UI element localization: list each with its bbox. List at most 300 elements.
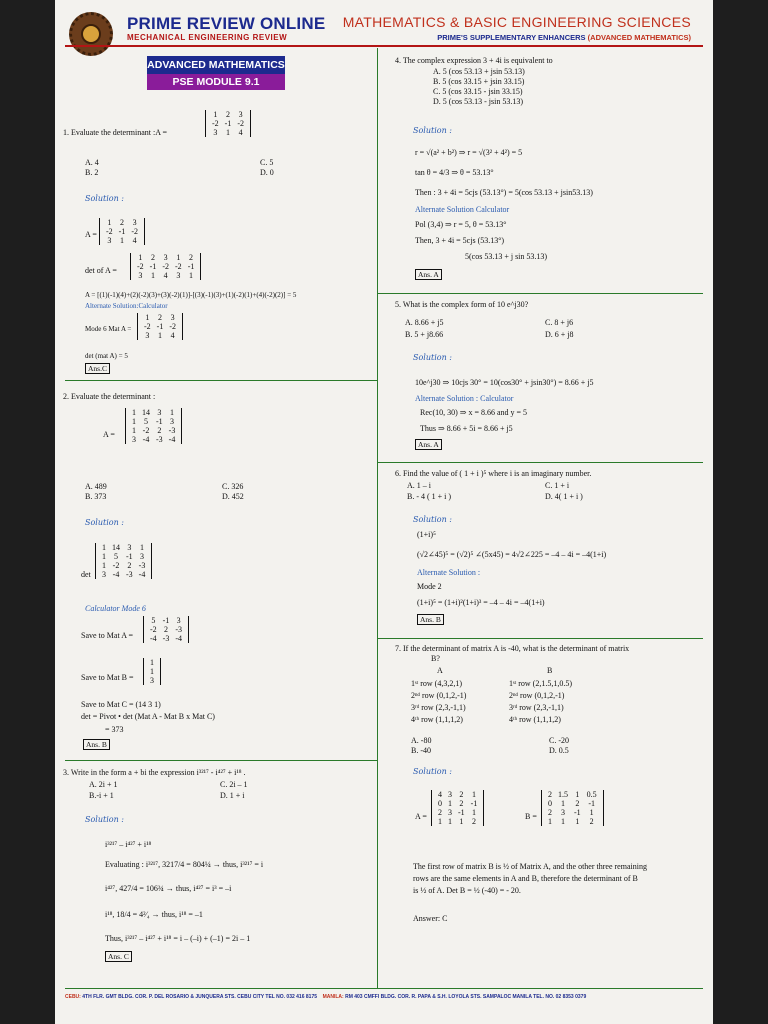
q7-explanation-3: is ½ of A. Det B = ½ (-40) = - 20. bbox=[413, 886, 521, 895]
q2-solution-matrix-table bbox=[99, 543, 148, 579]
q7-mat-a-cell: 1 bbox=[472, 790, 476, 799]
q7-mat-b-row bbox=[545, 808, 600, 817]
q2-mat-a-cell: -4 bbox=[175, 634, 183, 643]
q3-option-b: B.-i + 1 bbox=[89, 791, 114, 800]
q1-matrix-cell: 2 bbox=[226, 110, 230, 119]
q7-mat-a-cell: 1 bbox=[448, 799, 452, 808]
q7-row-a: 1ˢᵗ row (4,3,2,1) bbox=[411, 679, 462, 688]
q5-line2: Rec(10, 30) ⇒ x = 8.66 and y = 5 bbox=[420, 408, 528, 417]
q1-det-matrix-cell: 1 bbox=[176, 253, 181, 262]
q2-a-label: A = bbox=[103, 430, 115, 439]
q1-det-result: det (mat A) = 5 bbox=[85, 352, 128, 360]
q2-save-b: Save to Mat B = bbox=[81, 673, 134, 682]
q1-det-matrix-cell: 1 bbox=[189, 271, 194, 280]
q7-solution-label: Solution : bbox=[413, 767, 452, 776]
q1-calc-matrix bbox=[137, 313, 183, 340]
q7-mat-b-cell: 1 bbox=[548, 817, 552, 826]
q2-solution-matrix-cell: -1 bbox=[126, 552, 133, 561]
q7-mat-a-cell: 1 bbox=[472, 808, 476, 817]
q7-mat-b-cell: -1 bbox=[574, 808, 581, 817]
q1-solution-matrix-row bbox=[103, 227, 141, 236]
q6-alt-label: Alternate Solution : bbox=[417, 568, 481, 577]
q6-answer bbox=[417, 615, 444, 625]
q2-option-a: A. 489 bbox=[85, 482, 107, 491]
q2-solution-matrix-cell: -3 bbox=[126, 570, 133, 579]
subject-subtitle: PRIME'S SUPPLEMENTARY ENHANCERS (ADVANCED MATHEMATICS) bbox=[437, 33, 691, 42]
footer-manila-label: MANILA: bbox=[322, 994, 344, 1000]
q1-calc-matrix-cell: 4 bbox=[170, 331, 175, 340]
q2-mat-b-cell: 1 bbox=[150, 658, 154, 667]
brand-title: PRIME REVIEW ONLINE bbox=[127, 14, 326, 33]
q5-option-d: D. 6 + j8 bbox=[545, 330, 574, 339]
q1-calc-matrix-cell: 2 bbox=[158, 313, 162, 322]
q7-mat-a-cell: 2 bbox=[459, 799, 464, 808]
q1-solution-matrix-cell: 1 bbox=[107, 218, 112, 227]
q6-stem: 6. Find the value of ( 1 + i )⁵ where i is an imaginary number. bbox=[395, 469, 592, 478]
q1-matrix-row bbox=[209, 110, 247, 119]
q2-option-b: B. 373 bbox=[85, 492, 107, 501]
q7-mat-b-row bbox=[545, 817, 600, 826]
q2-matrix-cell: -4 bbox=[168, 435, 176, 444]
q7-mat-a-cell: 1 bbox=[438, 817, 442, 826]
q1-solution-matrix bbox=[99, 218, 145, 245]
q2-save-a: Save to Mat A = bbox=[81, 631, 134, 640]
q7-mat-b-table bbox=[545, 790, 600, 826]
q6-answer-box: Ans. B bbox=[417, 614, 444, 625]
q2-mat-a-cell: -4 bbox=[150, 634, 157, 643]
q7-explanation-1: The first row of matrix B is ½ of Matrix A, and the other three remaining bbox=[413, 862, 647, 871]
q7-mat-a-cell: 2 bbox=[438, 808, 442, 817]
q4-alt-label: Alternate Solution Calculator bbox=[415, 205, 510, 214]
q3-answer-box: Ans. C bbox=[105, 951, 132, 962]
q1-solution-matrix-cell: 4 bbox=[132, 236, 137, 245]
q2-matrix-cell: -2 bbox=[142, 426, 150, 435]
q7-stem: 7. If the determinant of matrix A is -40, what is the determinant of matrix bbox=[395, 644, 630, 653]
q2-solution-matrix-row bbox=[99, 570, 148, 579]
q2-stem: 2. Evaluate the determinant : bbox=[63, 392, 156, 401]
q1-det-matrix-cell: 1 bbox=[138, 253, 143, 262]
q7-mat-b-cell: 2 bbox=[575, 799, 580, 808]
q1-solution-matrix-cell: -2 bbox=[106, 227, 113, 236]
q4-stem: 4. The complex expression 3 + 4i is equivalent to bbox=[395, 56, 553, 65]
q2-matrix-row bbox=[129, 408, 178, 417]
q7-mat-a-cell: -1 bbox=[470, 799, 478, 808]
q2-solution-matrix-row bbox=[99, 543, 148, 552]
q4-line5: Then, 3 + 4i = 5cjs (53.13°) bbox=[415, 236, 505, 245]
q1-matrix-cell: 1 bbox=[226, 128, 230, 137]
module-badge bbox=[147, 56, 285, 90]
q7-mat-a-cell: 4 bbox=[438, 790, 442, 799]
q2-solution-matrix-cell: -4 bbox=[138, 570, 146, 579]
q7-mat-a-cell: 3 bbox=[448, 790, 452, 799]
q2-solution-matrix-cell: 3 bbox=[127, 543, 132, 552]
footer-cebu-label: CEBU: bbox=[65, 994, 81, 1000]
q7-mat-a-table bbox=[435, 790, 480, 826]
q2-solution-matrix-cell: -2 bbox=[112, 561, 120, 570]
logo-gear-icon bbox=[69, 12, 113, 56]
q5-divider bbox=[377, 462, 703, 463]
q1-solution-matrix-cell: 1 bbox=[120, 236, 124, 245]
q6-line2: (√2∠45)⁵ = (√2)⁵ ∠(5x45) = 4√2∠225 = –4 – 4i = –4(1+i) bbox=[417, 550, 607, 559]
q1-option-b: B. 2 bbox=[85, 168, 99, 177]
q4-line2: tan θ = 4/3 ⇒ θ = 53.13° bbox=[415, 168, 494, 177]
q2-solution-matrix-row bbox=[99, 561, 148, 570]
q7-option-a: A. -80 bbox=[411, 736, 432, 745]
q7-mat-a-cell: 1 bbox=[459, 817, 464, 826]
q2-mat-b-row bbox=[147, 658, 157, 667]
q1-matrix bbox=[205, 110, 251, 137]
q2-solution-matrix-cell: 3 bbox=[102, 570, 106, 579]
q2-matrix-cell: -3 bbox=[168, 426, 176, 435]
q2-mat-a-cell: 2 bbox=[164, 625, 168, 634]
q7-mat-b-cell: 0.5 bbox=[586, 790, 597, 799]
q7-mat-a-row bbox=[435, 790, 480, 799]
q2-mat-a-cell: -1 bbox=[162, 616, 170, 625]
q2-solution-matrix-row bbox=[99, 552, 148, 561]
q2-matrix-cell: 14 bbox=[142, 408, 150, 417]
q1-calc-matrix-row bbox=[141, 331, 179, 340]
q5-stem: 5. What is the complex form of 10 e^j30? bbox=[395, 300, 529, 309]
q6-line4: (1+i)⁵ = (1+i)²(1+i)³ = –4 – 4i = –4(1+i) bbox=[417, 598, 545, 607]
q1-calc-matrix-cell: 3 bbox=[170, 313, 175, 322]
q1-det-matrix-cell: 2 bbox=[189, 253, 194, 262]
q5-solution-label: Solution : bbox=[413, 353, 452, 362]
q1-expansion: A = [(1)(-1)(4)+(2)(-2)(3)+(3)(-2)(1)]-[(3)(-1)(3)+(1)(-2)(1)+(4)(-2)(2)] = 5 bbox=[85, 291, 297, 299]
q1-matrix-cell: 1 bbox=[213, 110, 218, 119]
q7-mat-a-row bbox=[435, 808, 480, 817]
q2-solution-matrix-cell: 5 bbox=[114, 552, 118, 561]
q2-mat-a-cell: 3 bbox=[176, 616, 181, 625]
q1-det-matrix-cell: 4 bbox=[163, 271, 168, 280]
q3-line4: i¹⁸, 18/4 = 4²⁄₄ → thus, i¹⁸ = –1 bbox=[105, 910, 203, 919]
q1-matrix-cell: -1 bbox=[224, 119, 232, 128]
q2-mat-a-row bbox=[147, 616, 185, 625]
q6-solution-label: Solution : bbox=[413, 515, 452, 524]
q4-answer bbox=[415, 270, 442, 280]
q2-mat-b-row bbox=[147, 676, 157, 685]
q2-matrix-cell: 5 bbox=[144, 417, 148, 426]
q2-matrix-cell: 1 bbox=[170, 408, 174, 417]
q1-matrix-row bbox=[209, 119, 247, 128]
q2-matrix bbox=[125, 408, 182, 444]
q1-det-matrix bbox=[130, 253, 201, 280]
q4-solution-label: Solution : bbox=[413, 126, 452, 135]
q3-line5: Thus, i³²¹⁷ – i⁴²⁷ + i¹⁸ = i – (–i) + (–1) = 2i – 1 bbox=[105, 934, 251, 943]
q3-stem: 3. Write in the form a + bi the expression i³²¹⁷ - i⁴²⁷ + i¹⁸ . bbox=[63, 768, 246, 777]
q3-answer bbox=[105, 952, 132, 962]
q2-matrix-cell: 1 bbox=[132, 408, 136, 417]
q1-matrix-cell: 3 bbox=[213, 128, 218, 137]
q1-answer bbox=[85, 364, 110, 374]
q6-divider bbox=[377, 638, 703, 639]
q4-line4: Pol (3,4) ⇒ r = 5, θ = 53.13° bbox=[415, 220, 507, 229]
q7-mat-b-row bbox=[545, 790, 600, 799]
q7-b-label: B = bbox=[525, 812, 537, 821]
q7-rows-a bbox=[411, 678, 466, 726]
q7-mat-b-cell: 3 bbox=[561, 808, 565, 817]
q4-line1: r = √(a² + b²) ⇒ r = √(3² + 4²) = 5 bbox=[415, 148, 523, 157]
q5-answer bbox=[415, 440, 442, 450]
q4-answer-box: Ans. A bbox=[415, 269, 442, 280]
q6-option-a: A. 1 – i bbox=[407, 481, 431, 490]
q2-solution-matrix-cell: 1 bbox=[102, 561, 106, 570]
q2-divider bbox=[65, 760, 377, 761]
footer-rule bbox=[65, 988, 703, 989]
q2-result: = 373 bbox=[105, 725, 124, 734]
q2-det-formula: det = Pivot • det (Mat A - Mat B x Mat C) bbox=[81, 712, 215, 721]
q7-row-a: 4ᵗʰ row (1,1,1,2) bbox=[411, 715, 463, 724]
q2-matrix-cell: -1 bbox=[156, 417, 163, 426]
q3-option-c: C. 2i – 1 bbox=[220, 780, 248, 789]
q2-matrix-cell: 3 bbox=[132, 435, 136, 444]
q1-solution-matrix-cell: 3 bbox=[132, 218, 137, 227]
q1-matrix-cell: -2 bbox=[212, 119, 219, 128]
q1-det-matrix-cell: 3 bbox=[138, 271, 143, 280]
q6-line3: Mode 2 bbox=[417, 582, 442, 591]
q2-mat-a-row bbox=[147, 625, 185, 634]
q1-option-c: C. 5 bbox=[260, 158, 274, 167]
q4-option-b: B. 5 (cos 33.15 + jsin 33.15) bbox=[433, 77, 525, 86]
q1-matrix-row bbox=[209, 128, 247, 137]
q1-option-a: A. 4 bbox=[85, 158, 99, 167]
q1-det-matrix-cell: -1 bbox=[187, 262, 195, 271]
q2-solution-matrix bbox=[95, 543, 152, 579]
q4-line6: 5(cos 53.13 + j sin 53.13) bbox=[465, 252, 548, 261]
q6-option-d: D. 4( 1 + i ) bbox=[545, 492, 583, 501]
q1-calc-matrix-cell: -2 bbox=[144, 322, 151, 331]
document-page bbox=[55, 0, 713, 1024]
q1-matrix-cell: 4 bbox=[238, 128, 243, 137]
q1-solution-matrix-cell: -2 bbox=[131, 227, 139, 236]
q2-answer bbox=[83, 740, 110, 750]
q1-calc-matrix-row bbox=[141, 313, 179, 322]
q7-col-b: B bbox=[547, 666, 553, 675]
q5-line3: Thus ⇒ 8.66 + 5i = 8.66 + j5 bbox=[420, 424, 513, 433]
q2-mat-a-row bbox=[147, 634, 185, 643]
q2-option-c: C. 326 bbox=[222, 482, 244, 491]
q4-option-a: A. 5 (cos 53.13 + jsin 53.13) bbox=[433, 67, 525, 76]
q1-solution-matrix-cell: 3 bbox=[107, 236, 112, 245]
q2-mat-a-table bbox=[147, 616, 185, 643]
q1-solution-matrix-table bbox=[103, 218, 141, 245]
q2-det-label: det bbox=[81, 570, 91, 579]
footer-manila-address: RM 403 CMFFI BLDG. COR. R. PAPA & S.H. LOYOLA STS. SAMPALOC MANILA TEL. NO. 02 8353 0379 bbox=[345, 994, 587, 1000]
q7-row-a: 3ʳᵈ row (2,3,-1,1) bbox=[411, 703, 466, 712]
q1-det-matrix-cell: 3 bbox=[163, 253, 168, 262]
q7-mat-a-row bbox=[435, 799, 480, 808]
q2-matrix-cell: 3 bbox=[157, 408, 162, 417]
q7-stem2: B? bbox=[431, 654, 440, 663]
q1-det-matrix-row bbox=[134, 271, 197, 280]
q7-mat-a-cell: 0 bbox=[438, 799, 442, 808]
q2-solution-matrix-cell: 3 bbox=[140, 552, 144, 561]
q2-solution-matrix-cell: -4 bbox=[112, 570, 120, 579]
q5-option-b: B. 5 + j8.66 bbox=[405, 330, 444, 339]
q1-det-matrix-cell: -2 bbox=[175, 262, 182, 271]
q7-row-b: 4ᵗʰ row (1,1,1,2) bbox=[509, 715, 561, 724]
q7-a-label: A = bbox=[415, 812, 427, 821]
q7-mat-b-cell: 1 bbox=[589, 808, 594, 817]
q1-alt-label: Alternate Solution:Calculator bbox=[85, 302, 168, 310]
q4-option-d: D. 5 (cos 53.13 - jsin 53.13) bbox=[433, 97, 523, 106]
q1-det-matrix-row bbox=[134, 253, 197, 262]
q5-option-c: C. 8 + j6 bbox=[545, 318, 574, 327]
q2-save-c: Save to Mat C = (14 3 1) bbox=[81, 700, 161, 709]
q1-matrix-cell: 3 bbox=[238, 110, 243, 119]
q7-mat-b-cell: 1 bbox=[575, 817, 580, 826]
badge-line1: ADVANCED MATHEMATICS bbox=[147, 56, 285, 74]
q1-det-matrix-cell: 3 bbox=[176, 271, 181, 280]
q2-mat-b-row bbox=[147, 667, 157, 676]
footer-cebu-address: 4TH FLR. GMT BLDG. COR. P. DEL ROSARIO & JUNQUERA STS. CEBU CITY TEL NO. 032 416 8175 bbox=[82, 994, 318, 1000]
q7-mat-a-cell: 2 bbox=[459, 790, 464, 799]
footer bbox=[65, 994, 703, 1000]
q2-matrix-table bbox=[129, 408, 178, 444]
q7-mat-b-cell: 1 bbox=[561, 799, 565, 808]
q7-option-b: B. -40 bbox=[411, 746, 431, 755]
q4-option-c: C. 5 (cos 33.15 - jsin 33.15) bbox=[433, 87, 523, 96]
q1-det-matrix-row bbox=[134, 262, 197, 271]
q5-alt-label: Alternate Solution : Calculator bbox=[415, 394, 514, 403]
q1-calc-matrix-row bbox=[141, 322, 179, 331]
q1-calc-matrix-table bbox=[141, 313, 179, 340]
q2-matrix-cell: -4 bbox=[142, 435, 150, 444]
q1-solution-matrix-cell: -1 bbox=[118, 227, 126, 236]
q7-mat-b-cell: 2 bbox=[589, 817, 594, 826]
q2-solution-matrix-cell: 1 bbox=[102, 552, 106, 561]
q2-matrix-cell: -3 bbox=[156, 435, 163, 444]
q2-matrix-cell: 1 bbox=[132, 426, 136, 435]
q2-matrix-row bbox=[129, 426, 178, 435]
q6-option-c: C. 1 + i bbox=[545, 481, 570, 490]
q7-mat-a-cell: 3 bbox=[448, 808, 452, 817]
q1-det-matrix-cell: 2 bbox=[151, 253, 155, 262]
q6-option-b: B. - 4 ( 1 + i ) bbox=[407, 492, 452, 501]
q7-row-b: 1ˢᵗ row (2,1.5,1,0.5) bbox=[509, 679, 572, 688]
q1-solution-matrix-cell: 2 bbox=[120, 218, 124, 227]
q7-option-c: C. -20 bbox=[549, 736, 569, 745]
q2-mat-a-cell: -3 bbox=[162, 634, 170, 643]
q7-mat-b-row bbox=[545, 799, 600, 808]
q2-calc-label: Calculator Mode 6 bbox=[85, 604, 146, 613]
q1-calc-matrix-cell: 1 bbox=[145, 313, 150, 322]
q1-det-matrix-table bbox=[134, 253, 197, 280]
q3-option-d: D. 1 + i bbox=[220, 791, 245, 800]
q1-mode: Mode 6 Mat A = bbox=[85, 325, 132, 333]
column-divider bbox=[377, 48, 378, 988]
q7-row-b: 2ⁿᵈ row (0,1,2,-1) bbox=[509, 691, 565, 700]
q2-solution-matrix-cell: 1 bbox=[102, 543, 106, 552]
q5-option-a: A. 8.66 + j5 bbox=[405, 318, 444, 327]
q1-divider bbox=[65, 380, 377, 381]
q2-matrix-row bbox=[129, 435, 178, 444]
q5-answer-box: Ans. A bbox=[415, 439, 442, 450]
q2-solution-matrix-cell: -3 bbox=[138, 561, 146, 570]
q2-mat-b bbox=[143, 658, 161, 685]
q7-mat-a-cell: -1 bbox=[458, 808, 465, 817]
q1-det-label: det of A = bbox=[85, 266, 117, 275]
q1-solution-matrix-row bbox=[103, 236, 141, 245]
q1-a-label: A = bbox=[85, 230, 97, 239]
q2-mat-a-cell: -3 bbox=[175, 625, 183, 634]
q2-mat-a-cell: 5 bbox=[151, 616, 156, 625]
q2-answer-box: Ans. B bbox=[83, 739, 110, 750]
q2-matrix-cell: 1 bbox=[132, 417, 136, 426]
q7-mat-b-cell: 1 bbox=[575, 790, 580, 799]
subject-title: MATHEMATICS & BASIC ENGINEERING SCIENCES bbox=[342, 14, 691, 30]
q1-det-matrix-cell: -2 bbox=[137, 262, 144, 271]
q1-stem: 1. Evaluate the determinant :A = bbox=[63, 128, 168, 137]
q2-solution-matrix-cell: 1 bbox=[140, 543, 144, 552]
q1-calc-matrix-cell: 1 bbox=[158, 331, 162, 340]
q7-mat-a-row bbox=[435, 817, 480, 826]
q3-solution-label: Solution : bbox=[85, 815, 124, 824]
q7-mat-b-cell: 0 bbox=[548, 799, 552, 808]
q2-solution-label: Solution : bbox=[85, 518, 124, 527]
q1-calc-matrix-cell: -2 bbox=[169, 322, 177, 331]
q5-line1: 10e^j30 ⇒ 10cjs 30° = 10(cos30° + jsin30°) = 8.66 + j5 bbox=[415, 378, 594, 387]
q2-mat-a-cell: -2 bbox=[150, 625, 157, 634]
q4-line3: Then : 3 + 4i = 5cjs (53.13°) = 5(cos 53.13 + jsin53.13) bbox=[415, 188, 593, 197]
q7-mat-b-cell: 1 bbox=[561, 817, 565, 826]
q2-matrix-row bbox=[129, 417, 178, 426]
q3-line1: i³²¹⁷ – i⁴²⁷ + i¹⁸ bbox=[105, 840, 152, 849]
q2-option-d: D. 452 bbox=[222, 492, 244, 501]
q7-mat-a-cell: 1 bbox=[448, 817, 452, 826]
q2-mat-a bbox=[143, 616, 189, 643]
q2-mat-b-cell: 1 bbox=[150, 667, 154, 676]
q1-matrix-table bbox=[209, 110, 247, 137]
q1-det-matrix-cell: -1 bbox=[149, 262, 157, 271]
q2-solution-matrix-cell: 2 bbox=[127, 561, 132, 570]
brand-subtitle: MECHANICAL ENGINEERING REVIEW bbox=[127, 33, 288, 42]
q7-mat-b-cell: -1 bbox=[588, 799, 595, 808]
q7-col-a: A bbox=[437, 666, 443, 675]
q4-divider bbox=[377, 293, 703, 294]
header-rule bbox=[65, 45, 703, 47]
q1-calc-matrix-cell: -1 bbox=[156, 322, 164, 331]
q7-mat-a bbox=[431, 790, 484, 826]
q1-det-matrix-cell: -2 bbox=[162, 262, 170, 271]
q7-rows-b bbox=[509, 678, 572, 726]
q1-matrix-cell: -2 bbox=[237, 119, 245, 128]
q7-mat-b-cell: 2 bbox=[548, 790, 552, 799]
q7-explanation-2: rows are the same elements in A and B, therefore the determinant of B bbox=[413, 874, 638, 883]
q7-row-b: 3ʳᵈ row (2,3,-1,1) bbox=[509, 703, 564, 712]
q7-row-a: 2ⁿᵈ row (0,1,2,-1) bbox=[411, 691, 467, 700]
q6-line1: (1+i)⁵ bbox=[417, 530, 436, 539]
q7-answer: Answer: C bbox=[413, 914, 448, 923]
q2-matrix-cell: 2 bbox=[157, 426, 162, 435]
q1-det-matrix-cell: 1 bbox=[151, 271, 155, 280]
q7-mat-b-cell: 1.5 bbox=[558, 790, 568, 799]
q2-mat-b-table bbox=[147, 658, 157, 685]
q7-mat-b bbox=[541, 790, 604, 826]
q7-mat-a-cell: 2 bbox=[472, 817, 476, 826]
q2-solution-matrix-cell: 14 bbox=[112, 543, 120, 552]
q7-mat-b-cell: 2 bbox=[548, 808, 552, 817]
q1-calc-matrix-cell: 3 bbox=[145, 331, 150, 340]
badge-line2: PSE MODULE 9.1 bbox=[147, 74, 285, 90]
q2-mat-b-cell: 3 bbox=[150, 676, 154, 685]
q3-line3: i⁴²⁷, 427/4 = 106¾ → thus, i⁴²⁷ = i³ = –i bbox=[105, 884, 232, 893]
q1-solution-matrix-row bbox=[103, 218, 141, 227]
q2-matrix-cell: 3 bbox=[170, 417, 174, 426]
q3-option-a: A. 2i + 1 bbox=[89, 780, 118, 789]
q7-option-d: D. 0.5 bbox=[549, 746, 569, 755]
q3-line2: Evaluating : i³²¹⁷, 3217/4 = 804¼ → thus, i³²¹⁷ = i bbox=[105, 860, 264, 869]
q1-solution-label: Solution : bbox=[85, 194, 124, 203]
